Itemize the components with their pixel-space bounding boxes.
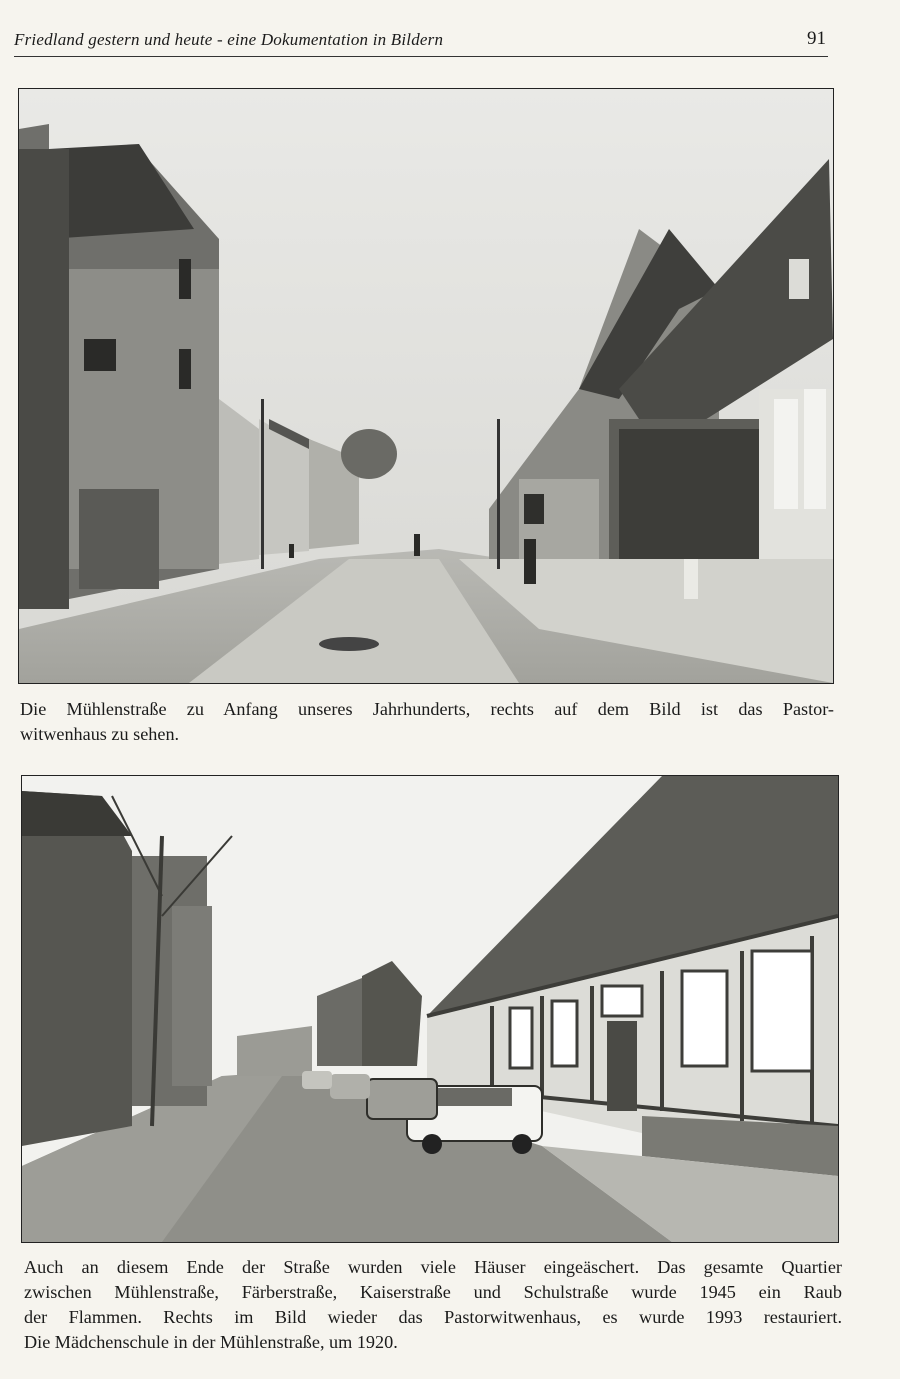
caption-line: der Flammen. Rechts im Bild wieder das Pastorwitwenhaus, es wurde 1993 restauriert.	[24, 1307, 842, 1327]
caption-line: zwischen Mühlenstraße, Färberstraße, Kaiserstraße und Schulstraße wurde 1945 ein Raub	[24, 1282, 842, 1302]
photo-caption-2	[24, 1255, 842, 1355]
running-title: Friedland gestern und heute - eine Dokumentation in Bildern	[14, 30, 444, 49]
caption-line: Die Mädchenschule in der Mühlenstraße, um 1920.	[24, 1332, 398, 1352]
page-number: 91	[807, 28, 826, 49]
caption-line: Auch an diesem Ende der Straße wurden viele Häuser eingeäschert. Das gesamte Quartier	[24, 1257, 842, 1277]
modern-street-photo-image	[22, 776, 838, 1242]
caption-line: witwenhaus zu sehen.	[20, 724, 180, 744]
modern-street-photo	[21, 775, 839, 1243]
historic-street-photo-image	[19, 89, 833, 683]
photo-caption-1	[20, 697, 834, 747]
page-header	[14, 24, 828, 57]
caption-line: Die Mühlenstraße zu Anfang unseres Jahrhunderts, rechts auf dem Bild ist das Pastor-	[20, 699, 834, 719]
historic-street-photo	[18, 88, 834, 684]
